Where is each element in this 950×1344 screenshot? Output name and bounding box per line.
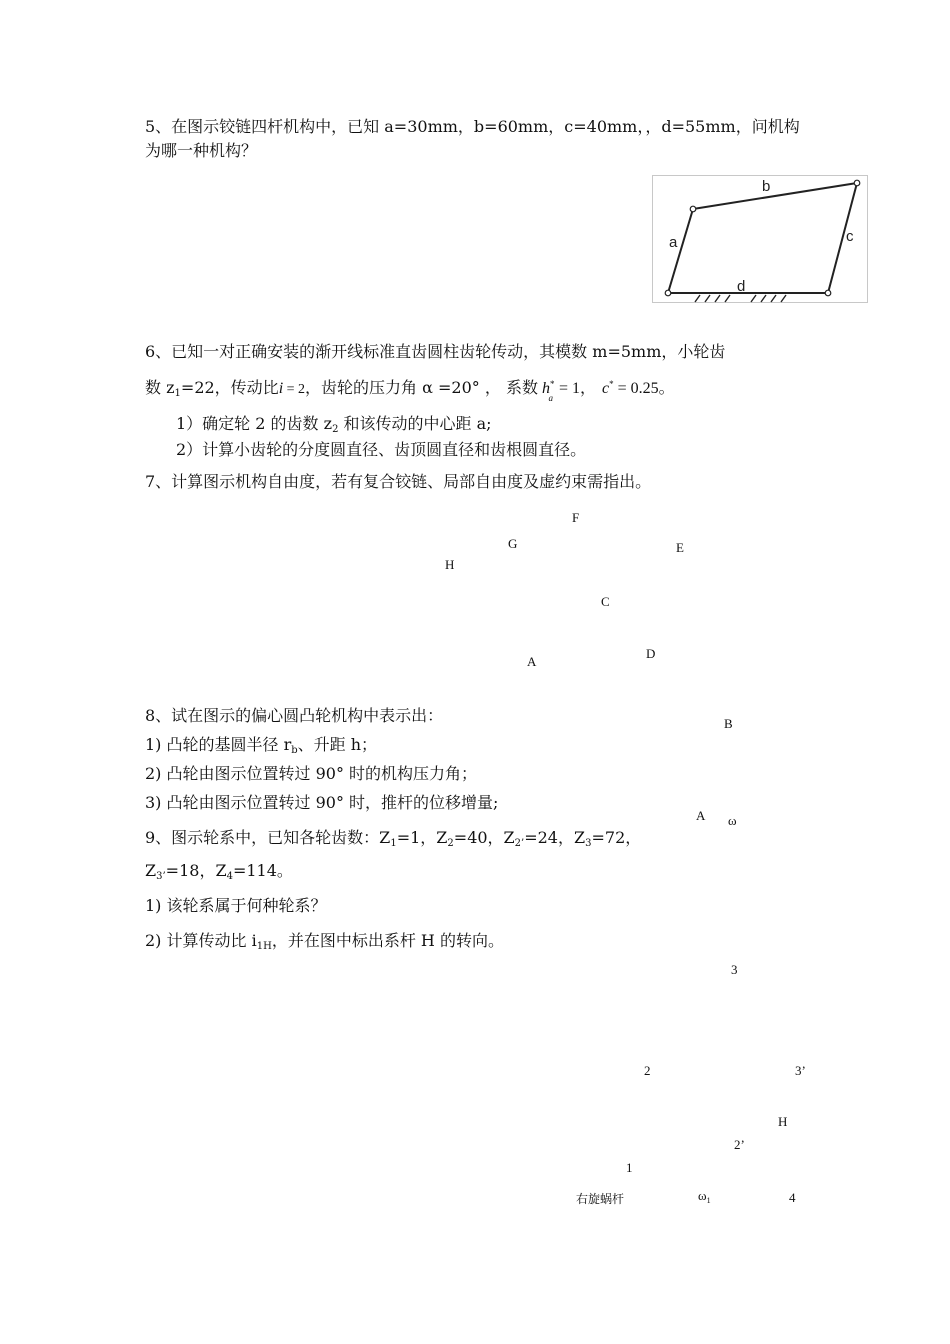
q7-label-C: C xyxy=(601,594,610,609)
ratio-formula xyxy=(279,380,305,397)
q9-label-3prime: 3’ xyxy=(795,1063,806,1078)
q8-item1-text-a: 1) 凸轮的基圆半径 r xyxy=(145,735,292,754)
q7-label-H: H xyxy=(445,557,455,572)
joint-3 xyxy=(854,180,860,186)
joint-2 xyxy=(690,206,696,212)
q9-l2-s1: 3’ xyxy=(156,871,166,882)
c-c: c xyxy=(602,380,610,397)
ha-val: = 1 xyxy=(558,380,580,397)
q6-comma: ， xyxy=(580,378,597,397)
q7-label-G: G xyxy=(508,536,518,551)
q9-label-3: 3 xyxy=(731,962,738,977)
c-formula xyxy=(602,380,659,397)
q6-line1: 6、已知一对正确安装的渐开线标准直齿圆柱齿轮传动，其模数 m=5mm，小轮齿 xyxy=(145,342,726,361)
q7-label-A: A xyxy=(527,654,537,669)
q6-end: 。 xyxy=(658,378,675,397)
q9-l1-a: 9、图示轮系中，已知各轮齿数：Z xyxy=(145,828,391,847)
q7-label-D: D xyxy=(646,646,656,661)
q6-text-a: 数 z xyxy=(145,378,175,397)
q9-line2 xyxy=(145,861,293,887)
q8-item1 xyxy=(145,735,377,761)
q9-item2-text-a: 2) 计算传动比 i xyxy=(145,931,257,950)
q9-l1-b: =1，Z xyxy=(396,828,448,847)
q5-line1: 5、在图示铰链四杆机构中，已知 a=30mm，b=60mm，c=40mm，，d=55mm，问机构 xyxy=(145,117,800,136)
joint-1 xyxy=(665,290,671,296)
q6-line2 xyxy=(145,378,675,404)
label-b: b xyxy=(762,178,771,195)
q6-item1 xyxy=(176,414,492,440)
q9-l1-s3: 2’ xyxy=(514,838,525,849)
q9-omega: ω xyxy=(698,1188,707,1203)
label-d: d xyxy=(737,278,746,295)
q5-line2: 为哪一种机构？ xyxy=(145,141,258,160)
q6-item1-sub: 2 xyxy=(332,424,339,435)
q7-label-E: E xyxy=(676,540,684,555)
ha-formula xyxy=(541,379,580,403)
q8-item1-sub: b xyxy=(291,745,298,756)
q9-label-worm: 右旋蜗杆 xyxy=(576,1192,625,1206)
q8-item2: 2) 凸轮由图示位置转过 90° 时的机构压力角； xyxy=(145,764,478,783)
q8-line1: 8、试在图示的偏心圆凸轮机构中表示出： xyxy=(145,706,444,725)
q9-l2-b: =18，Z xyxy=(165,861,227,880)
ha-star: * xyxy=(549,379,555,389)
q8-item1-text-b: 、升距 h； xyxy=(297,735,378,754)
q9-l1-s4: 3 xyxy=(585,838,592,849)
q9-line1 xyxy=(145,828,641,854)
c-star: * xyxy=(609,379,614,389)
q9-label-H: H xyxy=(778,1114,788,1129)
four-bar-linkage-figure xyxy=(652,175,868,303)
q9-l1-s2: 2 xyxy=(447,838,454,849)
q6-item1-text-b: 和该传动的中心距 a; xyxy=(338,414,492,433)
q9-l2-c: =114。 xyxy=(232,861,293,880)
q9-item2-sub: 1H xyxy=(256,941,272,952)
q9-l1-c: =40，Z xyxy=(453,828,515,847)
label-c: c xyxy=(846,228,854,245)
q9-l1-s1: 1 xyxy=(390,838,397,849)
q9-label-2: 2 xyxy=(644,1063,651,1078)
ratio-eq: = 2 xyxy=(283,382,306,397)
q9-label-4: 4 xyxy=(789,1190,796,1205)
q8-label-A: A xyxy=(696,808,706,823)
q9-item2-text-b: ，并在图中标出系杆 H 的转向。 xyxy=(271,931,504,950)
q9-label-2prime: 2’ xyxy=(734,1137,745,1152)
c-val: = 0.25 xyxy=(613,380,659,397)
q6-text-b: =22，传动比 xyxy=(180,378,279,397)
q9-omega-sub: 1 xyxy=(706,1196,711,1205)
q8-item3: 3) 凸轮由图示位置转过 90° 时，推杆的位移增量; xyxy=(145,793,499,812)
q9-item1: 1) 该轮系属于何种轮系？ xyxy=(145,896,327,915)
ha-a: a xyxy=(548,393,553,403)
ratio-i: i xyxy=(278,380,284,397)
q6-item1-text-a: 1）确定轮 2 的齿数 z xyxy=(176,414,333,433)
joint-4 xyxy=(825,290,831,296)
q7-label-F: F xyxy=(572,510,580,525)
q8-label-omega: ω xyxy=(728,813,737,828)
q6-item2: 2）计算小齿轮的分度圆直径、齿顶圆直径和齿根圆直径。 xyxy=(176,440,587,459)
q9-l2-s2: 4 xyxy=(226,871,233,882)
q9-item2 xyxy=(145,931,504,957)
q9-label-omega1 xyxy=(698,1188,711,1205)
q9-l2-a: Z xyxy=(145,861,157,880)
q9-l1-e: =72， xyxy=(591,828,642,847)
q7-line1: 7、计算图示机构自由度，若有复合铰链、局部自由度及虚约束需指出。 xyxy=(145,472,652,491)
q9-l1-d: =24，Z xyxy=(524,828,586,847)
label-a: a xyxy=(669,234,678,251)
q9-label-1: 1 xyxy=(626,1160,633,1175)
q6-z1-sub: 1 xyxy=(174,388,181,399)
ha-h: h xyxy=(541,380,550,397)
q8-label-B: B xyxy=(724,716,733,731)
q6-text-c: ，齿轮的压力角 α =20° ， 系数 xyxy=(305,378,538,397)
